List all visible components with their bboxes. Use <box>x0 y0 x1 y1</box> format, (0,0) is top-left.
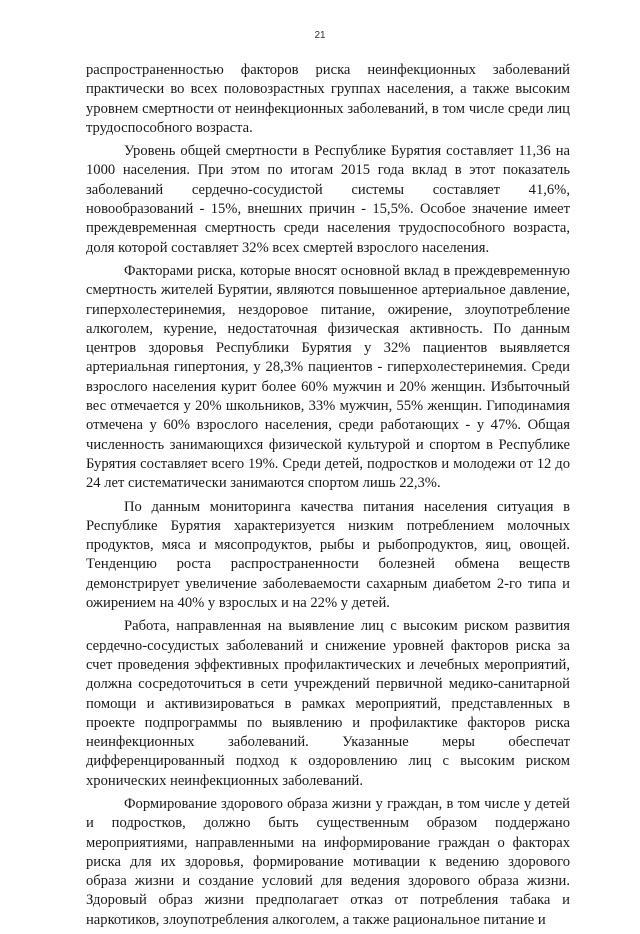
paragraph-nutrition-monitoring: По данным мониторинга качества питания населения ситуация в Республике Бурятия характеризуется низким потреблением молочных продуктов, мяса и мясопродуктов, рыбы и рыбопродуктов, яиц, овощей. Тенденцию роста распространенности болезней обмена веществ демонстрирует увеличение заболеваемости сахарным диабетом 2-го типа и ожирением на 40% у взрослых и на 22% у детей. <box>86 498 570 612</box>
paragraph-risk-factors: Факторами риска, которые вносят основной вклад в преждевременную смертность жителей Бурятии, являются повышенное артериальное давление, гиперхолестеринемия, нездоровое питание, ожирение, злоупотребление алкоголем, курение, недостаточная физическая активность. По данным центров здоровья Республики Бурятия у 32% пациентов выявляется артериальная гипертония, у 28,3% пациентов - гиперхолестеринемия. Среди взрослого населения курит более 60% мужчин и 20% женщин. Избыточный вес отмечается у 20% школьников, 33% мужчин, 55% женщин. Гиподинамия отмечена у 60% взрослого населения, среди работающих - у 47%. Общая численность занимающихся физической культурой и спортом в Республике Бурятия составляет всего 19%. Среди детей, подростков и молодежи от 12 до 24 лет систематически занимаются спортом лишь 22,3%. <box>86 262 570 492</box>
page-body <box>86 61 570 934</box>
page-number: 21 <box>314 30 326 41</box>
paragraph-continuation: распространенностью факторов риска неинфекционных заболеваний практически во всех половозрастных группах населения, а также высоким уровнем смертности от неинфекционных заболеваний, в том числе среди лиц трудоспособного возраста. <box>86 62 570 136</box>
paragraph-healthy-lifestyle: Формирование здорового образа жизни у граждан, в том числе у детей и подростков, должно быть существенным образом поддержано мероприятиями, направленными на информирование граждан о факторах риска для их здоровья, формирование мотивации к ведению здорового образа жизни и создание условий для ведения здорового образа жизни. Здоровый образ жизни предполагает отказ от потребления табака и наркотиков, злоупотребления алкоголем, а также рациональное питание и <box>86 795 570 928</box>
paragraph-mortality-level: Уровень общей смертности в Республике Бурятия составляет 11,36 на 1000 населения. При этом по итогам 2015 года вклад в этот показатель заболеваний сердечно-сосудистой системы составляет 41,6%, новообразований - 15%, внешних причин - 15,5%. Особое значение имеет преждевременная смертность среди населения трудоспособного возраста, доля которой составляет 32% всех смертей взрослого населения. <box>86 143 570 256</box>
paragraph-high-risk-work: Работа, направленная на выявление лиц с высоким риском развития сердечно-сосудистых заболеваний и снижение уровней факторов риска за счет проведения эффективных профилактических и лечебных мероприятий, должна сосредоточиться в сети учреждений первичной медико-санитарной помощи и активизироваться в рамках мероприятий, представленных в проекте подпрограммы по выявлению и профилактике факторов риска неинфекционных заболеваний. Указанные меры обеспечат дифференцированный подход к оздоровлению лиц с высоким риском хронических неинфекционных заболеваний. <box>86 618 570 789</box>
